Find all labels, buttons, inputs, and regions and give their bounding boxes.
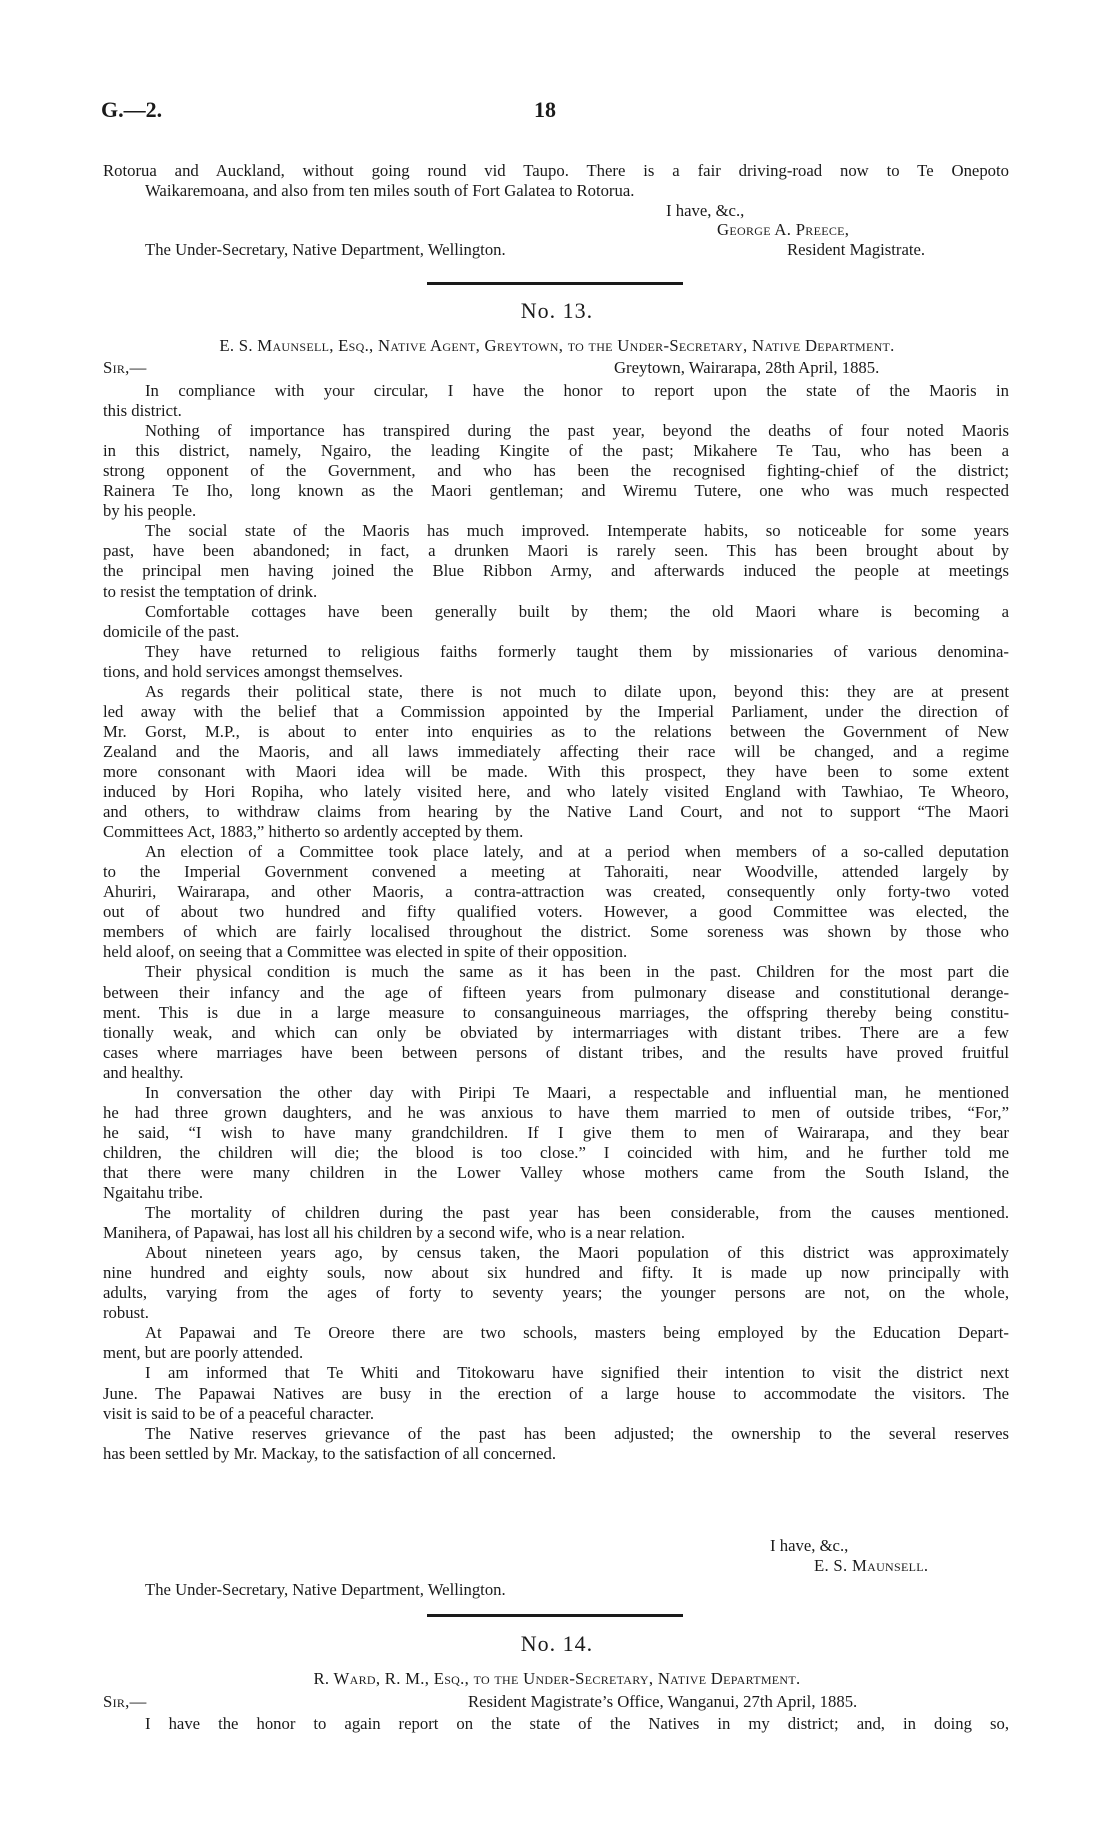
text-line: The Native reserves grievance of the past has been adjusted; the ownership to the several reserves bbox=[145, 1423, 1009, 1443]
text-line: to the Imperial Government convened a meeting at Tahoraiti, near Woodville, attended largely by bbox=[103, 862, 1009, 882]
text-line: more consonant with Maori idea will be made. With this prospect, they have been to some extent bbox=[103, 761, 1009, 781]
text-line: About nineteen years ago, by census taken, the Maori population of this district was approximately bbox=[145, 1243, 1009, 1263]
letter-14-place-date: Resident Magistrate’s Office, Wanganui, 27th April, 1885. bbox=[468, 1692, 858, 1711]
text-line: nine hundred and eighty souls, now about six hundred and fifty. It is made up now principally with bbox=[103, 1263, 1009, 1283]
text-line: At Papawai and Te Oreore there are two schools, masters being employed by the Education Depart- bbox=[145, 1323, 1009, 1343]
continuation-signature: George A. Preece, bbox=[717, 220, 850, 239]
text-line: in this district, namely, Ngairo, the leading Kingite of the past; Mikahere Te Tau, who has been a bbox=[103, 441, 1009, 461]
letter-14-salutation: Sir,— bbox=[103, 1692, 147, 1711]
text-line: members of which are fairly localised throughout the district. Some soreness was shown by those who bbox=[103, 922, 1009, 942]
text-line: Rotorua and Auckland, without going round vid Taupo. There is a fair driving-road now to Te Onepoto bbox=[103, 161, 1009, 180]
text-line: cases where marriages have been between persons of distant tribes, and the results have proved fruitful bbox=[103, 1042, 1009, 1062]
text-line: Zealand and the Maoris, and all laws immediately affecting their race will be changed, and a regime bbox=[103, 741, 1009, 761]
letter-14-from: R. Ward, R. M., Esq., to the Under-Secretary, Native Department. bbox=[313, 1669, 801, 1688]
text-line: Manihera, of Papawai, has lost all his children by a second wife, who is a near relation. bbox=[103, 1223, 686, 1243]
text-line: by his people. bbox=[103, 501, 197, 521]
text-line: led away with the belief that a Commission appointed by the Imperial Parliament, under the direction of bbox=[103, 701, 1009, 721]
text-line: tionally weak, and which can only be obviated by intermarriages with distant tribes. There are a few bbox=[103, 1022, 1009, 1042]
text-line: the principal men having joined the Blue Ribbon Army, and afterwards induced the people at meetings bbox=[103, 561, 1009, 581]
text-line: In compliance with your circular, I have the honor to report upon the state of the Maoris in bbox=[145, 381, 1009, 400]
text-line: past, have been abandoned; in fact, a drunken Maori is rarely seen. This has been brought about by bbox=[103, 541, 1009, 561]
section-divider bbox=[427, 282, 683, 285]
text-line: between their infancy and the age of fifteen years from pulmonary disease and constitutional derange- bbox=[103, 982, 1009, 1002]
text-line: has been settled by Mr. Mackay, to the satisfaction of all concerned. bbox=[103, 1443, 557, 1463]
text-line: Ngaitahu tribe. bbox=[103, 1183, 204, 1202]
text-line: tions, and hold services amongst themselves. bbox=[103, 661, 403, 681]
text-line: ment. This is due in a large measure to consanguineous marriages, the offspring thereby being constitu- bbox=[103, 1002, 1009, 1022]
text-line: I am informed that Te Whiti and Titokowaru have signified their intention to visit the district next bbox=[145, 1363, 1009, 1383]
letter-13-salutation: Sir,— bbox=[103, 358, 147, 377]
text-line: out of about two hundred and fifty qualified voters. However, a good Committee was elected, the bbox=[103, 902, 1009, 922]
text-line: he had three grown daughters, and he was anxious to have them married to men of outside tribes, “For,” bbox=[103, 1102, 1009, 1122]
text-line: Committees Act, 1883,” hitherto so ardently accepted by them. bbox=[103, 822, 524, 842]
continuation-title: Resident Magistrate. bbox=[787, 240, 926, 259]
text-line: to resist the temptation of drink. bbox=[103, 581, 318, 601]
text-line: domicile of the past. bbox=[103, 621, 240, 641]
text-line: As regards their political state, there is not much to dilate upon, beyond this: they are at present bbox=[145, 681, 1009, 701]
text-line: held aloof, on seeing that a Committee was elected in spite of their opposition. bbox=[103, 942, 628, 962]
series-code: G.—2. bbox=[101, 97, 163, 122]
letter-13-addressee: The Under-Secretary, Native Department, Wellington. bbox=[145, 1580, 506, 1599]
letter-13-number: No. 13. bbox=[520, 298, 594, 323]
text-line: I have the honor to again report on the state of the Natives in my district; and, in doing so, bbox=[145, 1714, 1009, 1733]
text-line: and others, to withdraw claims from hearing by the Native Land Court, and not to support “The Maori bbox=[103, 802, 1009, 822]
letter-13-closing: I have, &c., bbox=[770, 1536, 849, 1555]
continuation-closing: I have, &c., bbox=[666, 201, 745, 220]
text-line: and healthy. bbox=[103, 1062, 184, 1082]
section-divider bbox=[427, 1614, 683, 1617]
letter-13-from: E. S. Maunsell, Esq., Native Agent, Greytown, to the Under-Secretary, Native Department. bbox=[219, 336, 895, 355]
page-number: 18 bbox=[534, 97, 556, 122]
text-line: They have returned to religious faiths formerly taught them by missionaries of various denomina- bbox=[145, 641, 1009, 661]
text-line: children, the children will die; the blood is too close.” I coincided with him, and he further told me bbox=[103, 1142, 1009, 1162]
text-line: An election of a Committee took place lately, and at a period when members of a so-called deputation bbox=[145, 842, 1009, 862]
text-line: this district. bbox=[103, 401, 182, 421]
letter-13-place-date: Greytown, Wairarapa, 28th April, 1885. bbox=[614, 358, 880, 377]
text-line: Comfortable cottages have been generally built by them; the old Maori whare is becoming a bbox=[145, 601, 1009, 621]
text-line: robust. bbox=[103, 1303, 149, 1323]
continuation-addressee: The Under-Secretary, Native Department, Wellington. bbox=[145, 240, 506, 259]
text-line: adults, varying from the ages of forty to seventy years; the younger persons are not, on the whole, bbox=[103, 1283, 1009, 1303]
text-line: In conversation the other day with Piripi Te Maari, a respectable and influential man, he mentioned bbox=[145, 1082, 1009, 1102]
text-line: The mortality of children during the past year has been considerable, from the causes mentioned. bbox=[145, 1203, 1009, 1223]
text-line: he said, “I wish to have many grandchildren. If I give them to men of Wairarapa, and they bear bbox=[103, 1122, 1009, 1142]
text-line: Ahuriri, Wairarapa, and other Maoris, a contra-attraction was created, consequently only forty-two voted bbox=[103, 882, 1009, 902]
text-line: strong opponent of the Government, and who has been the recognised fighting-chief of the district; bbox=[103, 461, 1009, 481]
text-line: Rainera Te Iho, long known as the Maori gentleman; and Wiremu Tutere, one who was much respected bbox=[103, 481, 1009, 501]
letter-14-number: No. 14. bbox=[520, 1631, 594, 1656]
text-line: Waikaremoana, and also from ten miles south of Fort Galatea to Rotorua. bbox=[145, 181, 635, 201]
text-line: Their physical condition is much the same as it has been in the past. Children for the most part die bbox=[145, 962, 1009, 982]
text-line: June. The Papawai Natives are busy in the erection of a large house to accommodate the visitors. The bbox=[103, 1383, 1009, 1403]
text-line: ment, but are poorly attended. bbox=[103, 1343, 304, 1363]
text-line: Nothing of importance has transpired during the past year, beyond the deaths of four noted Maoris bbox=[145, 421, 1009, 441]
text-line: that there were many children in the Lower Valley whose mothers came from the South Island, the bbox=[103, 1162, 1009, 1182]
text-line: Mr. Gorst, M.P., is about to enter into enquiries as to the relations between the Government of New bbox=[103, 721, 1009, 741]
letter-13-signature: E. S. Maunsell. bbox=[814, 1556, 929, 1575]
text-line: induced by Hori Ropiha, who lately visited here, and who lately visited England with Tawhiao, Te Wheoro, bbox=[103, 782, 1009, 801]
text-line: visit is said to be of a peaceful character. bbox=[103, 1403, 375, 1423]
text-line: The social state of the Maoris has much improved. Intemperate habits, so noticeable for some years bbox=[145, 521, 1009, 541]
